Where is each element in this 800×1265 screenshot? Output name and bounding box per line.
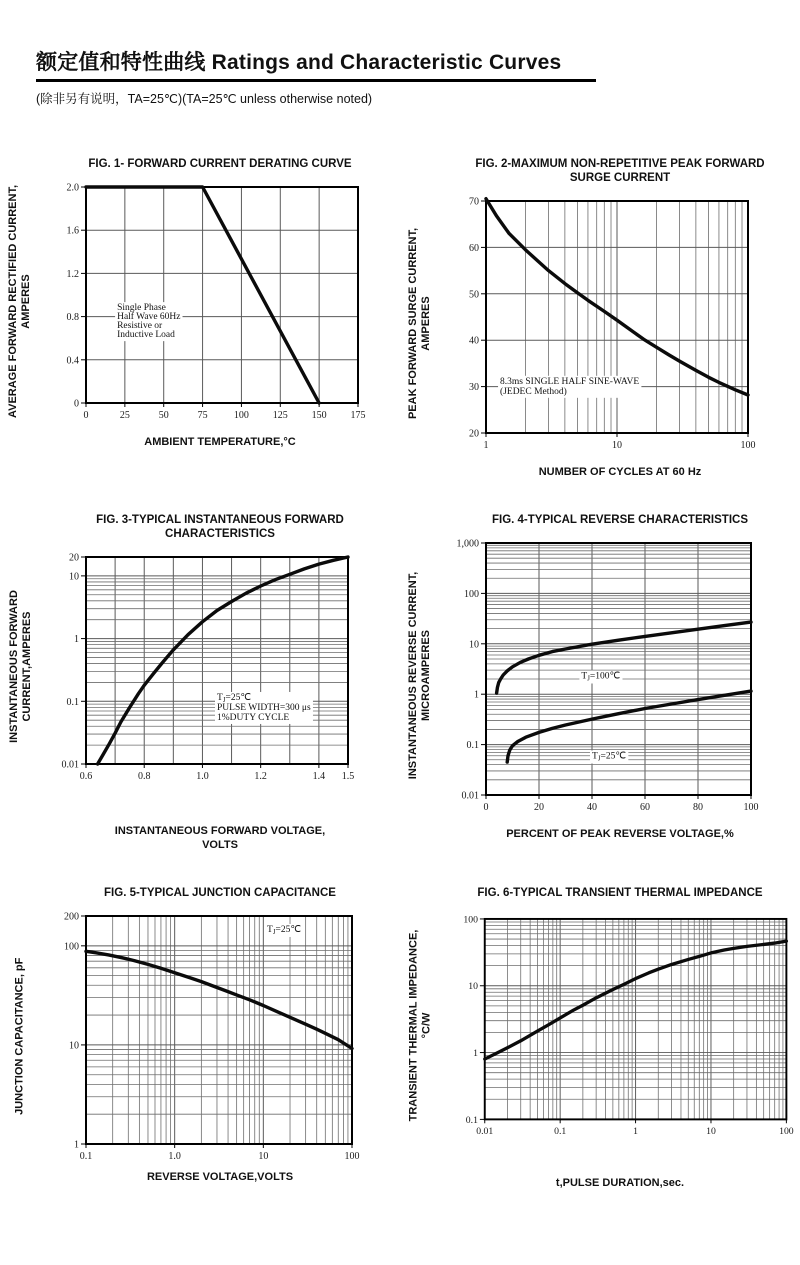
svg-text:175: 175 [350, 410, 366, 421]
svg-text:0: 0 [483, 802, 489, 813]
svg-text:1: 1 [483, 440, 489, 451]
svg-text:8.3ms SINGLE HALF SINE-WAVE(JE: 8.3ms SINGLE HALF SINE-WAVE (JEDEC Method) [500, 376, 640, 397]
page-title: 额定值和特性曲线 Ratings and Characteristic Curves [36, 46, 596, 82]
fig1-title: FIG. 1- FORWARD CURRENT DERATING CURVE [88, 158, 352, 170]
fig5-plot-svg [40, 908, 366, 1164]
svg-text:100: 100 [344, 1151, 360, 1162]
svg-text:10: 10 [706, 1125, 716, 1137]
svg-text:50: 50 [158, 410, 169, 421]
svg-text:0.1: 0.1 [79, 1151, 93, 1162]
fig3-plot-svg [40, 549, 362, 784]
svg-text:TJ=25℃PULSE WIDTH=300 μs1%DUTY: $T_J=25℃$ PULSE WIDTH=300 μs 1%DUTY CYCLE [217, 692, 311, 723]
svg-text:0.8: 0.8 [137, 771, 151, 782]
svg-text:100: 100 [464, 588, 479, 600]
svg-text:0.1: 0.1 [465, 1114, 478, 1126]
fig1-x-axis-label: AMBIENT TEMPERATURE,°C [144, 436, 296, 448]
svg-text:0.01: 0.01 [476, 1125, 494, 1137]
svg-text:1: 1 [74, 634, 79, 646]
svg-text:10: 10 [69, 1040, 79, 1052]
svg-text:100: 100 [779, 1125, 794, 1137]
svg-text:0: 0 [83, 410, 89, 421]
svg-text:2.0: 2.0 [66, 182, 79, 194]
svg-text:200: 200 [64, 911, 79, 923]
page-header [36, 46, 800, 107]
svg-text:Single PhaseHalf Wave 60HzResi: Single Phase Half Wave 60Hz Resistive or Inductive Load [117, 303, 181, 341]
fig5-title: FIG. 5-TYPICAL JUNCTION CAPACITANCE [104, 887, 336, 899]
fig4-x-axis-label: PERCENT OF PEAK REVERSE VOLTAGE,% [506, 828, 734, 840]
fig6-x-axis-label: t,PULSE DURATION,sec. [555, 1177, 685, 1189]
svg-text:75: 75 [197, 410, 208, 421]
svg-text:1: 1 [74, 1139, 79, 1151]
svg-text:1.2: 1.2 [254, 771, 267, 782]
fig5-x-axis-label: REVERSE VOLTAGE,VOLTS [146, 1171, 294, 1183]
svg-text:60: 60 [640, 802, 650, 813]
fig4-y-axis-label: INSTANTANEOUS REVERSE CURRENT, MICROAMPERES [407, 571, 433, 779]
fig4-title: FIG. 4-TYPICAL REVERSE CHARACTERISTICS [491, 514, 748, 526]
fig6-title: FIG. 6-TYPICAL TRANSIENT THERMAL IMPEDANCE [477, 887, 763, 899]
fig3-x-axis-label: INSTANTANEOUS FORWARD VOLTAGE, VOLTS [114, 825, 326, 851]
svg-text:70: 70 [469, 196, 479, 208]
svg-text:0.1: 0.1 [466, 740, 479, 752]
svg-text:100: 100 [743, 802, 759, 813]
svg-text:150: 150 [311, 410, 327, 421]
svg-text:10: 10 [612, 440, 622, 451]
svg-text:100: 100 [463, 914, 478, 926]
fig4-plot-svg [440, 535, 765, 815]
fig2-title: FIG. 2-MAXIMUM NON-REPETITIVE PEAK FORWARD SURGE CURRENT [475, 158, 765, 184]
svg-text:0.4: 0.4 [66, 355, 79, 367]
svg-text:0.1: 0.1 [66, 696, 79, 708]
svg-text:1: 1 [473, 1047, 478, 1059]
svg-text:TJ=25℃: $T_J=25℃$ [267, 924, 302, 936]
svg-text:10: 10 [468, 981, 478, 993]
svg-text:40: 40 [469, 335, 479, 347]
svg-text:0.1: 0.1 [554, 1125, 567, 1137]
fig3-title: FIG. 3-TYPICAL INSTANTANEOUS FORWARD CHARACTERISTICS [96, 514, 344, 540]
svg-text:0.6: 0.6 [79, 771, 93, 782]
svg-text:80: 80 [693, 802, 703, 813]
svg-text:TJ=25℃: $T_J=25℃$ [592, 751, 627, 763]
fig3-forward-characteristics-chart [0, 513, 400, 852]
fig6-y-axis-label: TRANSIENT THERMAL IMPEDANCE, °C/W [407, 929, 433, 1121]
svg-text:1.5: 1.5 [341, 771, 355, 782]
svg-text:1.0: 1.0 [168, 1151, 181, 1162]
fig1-y-axis-label: AVERAGE FORWARD RECTIFIED CURRENT, AMPERES [7, 184, 33, 418]
svg-text:100: 100 [233, 410, 249, 421]
svg-text:1.4: 1.4 [312, 771, 326, 782]
svg-text:1.0: 1.0 [196, 771, 209, 782]
svg-text:10: 10 [469, 639, 479, 651]
svg-text:20: 20 [69, 552, 79, 564]
svg-text:0.8: 0.8 [66, 312, 79, 324]
svg-text:30: 30 [469, 382, 479, 394]
fig1-forward-current-derating-chart [0, 157, 400, 479]
fig4-reverse-characteristics-chart [400, 513, 800, 852]
svg-text:TJ=100℃: $T_J=100℃$ [581, 671, 621, 683]
svg-text:25: 25 [119, 410, 130, 421]
svg-text:125: 125 [272, 410, 288, 421]
fig5-junction-capacitance-chart [0, 886, 400, 1190]
svg-text:100: 100 [740, 440, 756, 451]
fig1-plot-svg [40, 179, 372, 423]
svg-text:50: 50 [469, 289, 479, 301]
svg-text:0: 0 [74, 398, 79, 410]
svg-text:1: 1 [633, 1125, 638, 1137]
svg-text:1: 1 [474, 689, 479, 701]
svg-text:1.6: 1.6 [66, 225, 79, 237]
fig5-y-axis-label: JUNCTION CAPACITANCE, pF [13, 957, 26, 1115]
svg-text:10: 10 [69, 571, 79, 583]
svg-text:100: 100 [64, 941, 79, 953]
fig6-transient-thermal-impedance-chart [400, 886, 800, 1190]
fig2-x-axis-label: NUMBER OF CYCLES AT 60 Hz [538, 466, 702, 478]
svg-text:10: 10 [258, 1151, 269, 1162]
fig2-y-axis-label: PEAK FORWARD SURGE CURRENT, AMPERES [407, 227, 432, 419]
svg-text:1.2: 1.2 [66, 268, 79, 280]
svg-text:60: 60 [469, 242, 479, 254]
svg-text:0.01: 0.01 [461, 790, 479, 802]
svg-text:0.01: 0.01 [61, 759, 79, 771]
svg-text:20: 20 [469, 428, 479, 440]
svg-text:1,000: 1,000 [456, 538, 479, 550]
fig6-plot-svg [440, 908, 800, 1142]
page-subtitle: (除非另有说明，TA=25℃)(TA=25℃ unless otherwise noted) [36, 92, 373, 106]
fig3-y-axis-label: INSTANTANEOUS FORWARD CURRENT,AMPERES [7, 590, 32, 743]
fig2-peak-surge-current-chart [400, 157, 800, 479]
fig2-plot-svg [440, 193, 762, 453]
svg-text:40: 40 [587, 802, 597, 813]
svg-text:20: 20 [534, 802, 544, 813]
charts-grid [0, 157, 800, 1200]
